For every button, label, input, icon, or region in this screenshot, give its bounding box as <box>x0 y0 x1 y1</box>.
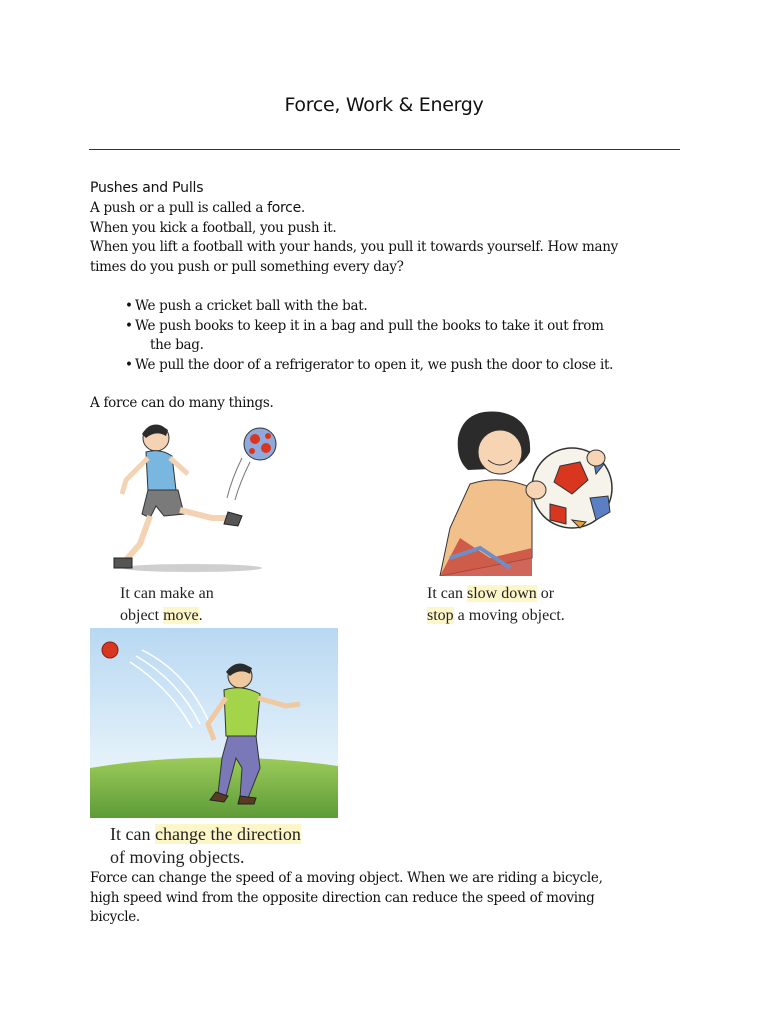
boy-kicking-football-illustration <box>92 418 292 578</box>
caption-slow-keyword: slow down <box>466 585 537 602</box>
closing-paragraph <box>90 869 680 928</box>
caption-move-object: object <box>120 607 164 624</box>
football-icon <box>244 428 276 460</box>
caption-move-keyword: move <box>163 607 199 624</box>
lift-line-2: times do you push or pull something every day? <box>90 258 404 275</box>
intro-paragraph <box>90 199 680 277</box>
caption-move <box>120 583 214 627</box>
caption-move-period: . <box>198 607 203 624</box>
caption-direction-prefix: It can <box>110 824 155 844</box>
list-item-text: We push books to keep it in a bag and pull the books to take it out from <box>135 317 604 334</box>
list-item <box>126 297 686 317</box>
kick-line: When you kick a football, you push it. <box>90 219 337 236</box>
caption-direction-keyword: change the direction <box>154 824 301 844</box>
list-item <box>126 317 686 356</box>
caption-direction-line2: of moving objects. <box>110 847 245 867</box>
page-title: Force, Work & Energy <box>284 94 484 116</box>
caption-slow <box>427 583 565 627</box>
caption-slow-or: or <box>536 585 555 602</box>
lift-line-1: When you lift a football with your hands, you pull it towards yourself. How many <box>90 239 618 255</box>
caption-slow-suffix: a moving object. <box>453 607 565 624</box>
section-heading: Pushes and Pulls <box>90 180 204 196</box>
force-keyword: force. <box>267 200 306 216</box>
list-item <box>126 356 686 376</box>
caption-stop-keyword: stop <box>427 607 454 624</box>
caption-direction <box>110 823 301 869</box>
examples-list <box>126 297 686 375</box>
closing-line-1: Force can change the speed of a moving object. When we are riding a bicycle, <box>90 870 603 886</box>
caption-slow-prefix: It can <box>427 585 467 602</box>
force-intro: A force can do many things. <box>90 395 274 411</box>
list-item-text: We push a cricket ball with the bat. <box>135 298 368 314</box>
caption-move-line1: It can make an <box>120 585 214 602</box>
intro-text: A push or a pull is called a <box>90 200 268 216</box>
boy-changing-ball-direction-illustration <box>90 628 338 818</box>
girl-catching-ball-illustration <box>420 408 620 576</box>
title-divider <box>89 149 680 150</box>
list-item-text: We pull the door of a refrigerator to open it, we push the door to close it. <box>135 356 614 373</box>
closing-line-2: high speed wind from the opposite direction can reduce the speed of moving <box>90 889 595 906</box>
list-item-continuation: the bag. <box>150 337 204 353</box>
closing-line-3: bicycle. <box>90 909 140 925</box>
